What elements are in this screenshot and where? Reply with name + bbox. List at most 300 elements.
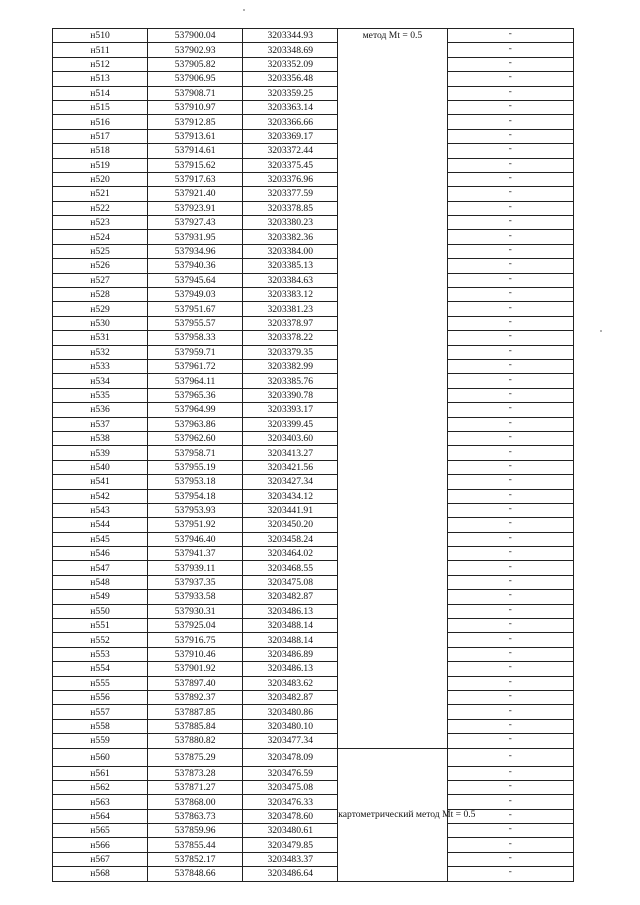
table-row	[53, 446, 574, 460]
point-name-cell: н518	[53, 144, 148, 158]
dash-mark: -	[508, 718, 512, 730]
x-coordinate-cell: 537892.37	[148, 690, 243, 704]
x-coordinate-cell: 537953.18	[148, 475, 243, 489]
point-name-cell: н556	[53, 690, 148, 704]
x-coordinate-cell: 537930.31	[148, 604, 243, 618]
x-coordinate-cell: 537897.40	[148, 676, 243, 690]
x-coordinate-cell: 537933.58	[148, 590, 243, 604]
table-row	[53, 604, 574, 618]
y-coordinate-cell: 3203385.76	[243, 374, 338, 388]
y-coordinate-cell: 3203488.14	[243, 633, 338, 647]
table-row	[53, 388, 574, 402]
table-row	[53, 748, 574, 766]
dash-mark: -	[508, 603, 512, 615]
y-coordinate-cell: 3203464.02	[243, 547, 338, 561]
point-name-cell: н511	[53, 43, 148, 57]
table-row	[53, 619, 574, 633]
point-name-cell: н563	[53, 795, 148, 809]
y-coordinate-cell: 3203382.99	[243, 359, 338, 373]
dash-mark: -	[508, 780, 512, 792]
point-name-cell: н544	[53, 518, 148, 532]
x-coordinate-cell: 537917.63	[148, 172, 243, 186]
x-coordinate-cell: 537940.36	[148, 259, 243, 273]
table-row	[53, 547, 574, 561]
table-row	[53, 187, 574, 201]
dash-mark: -	[508, 749, 512, 761]
y-coordinate-cell: 3203378.85	[243, 201, 338, 215]
dash-mark: -	[508, 359, 512, 371]
dash-mark: -	[508, 459, 512, 471]
x-coordinate-cell: 537955.57	[148, 316, 243, 330]
table-row	[53, 852, 574, 866]
table-row	[53, 72, 574, 86]
point-name-cell: н527	[53, 273, 148, 287]
dash-mark: -	[508, 474, 512, 486]
x-coordinate-cell: 537902.93	[148, 43, 243, 57]
x-coordinate-cell: 537873.28	[148, 766, 243, 780]
dash-mark: -	[508, 387, 512, 399]
x-coordinate-cell: 537906.95	[148, 72, 243, 86]
note-cell	[447, 748, 573, 766]
table-row	[53, 259, 574, 273]
table-row	[53, 662, 574, 676]
point-name-cell: н551	[53, 619, 148, 633]
y-coordinate-cell: 3203380.23	[243, 216, 338, 230]
table-row	[53, 503, 574, 517]
dash-mark: -	[508, 402, 512, 414]
dash-mark: -	[508, 765, 512, 777]
y-coordinate-cell: 3203375.45	[243, 158, 338, 172]
point-name-cell: н537	[53, 417, 148, 431]
point-name-cell: н522	[53, 201, 148, 215]
x-coordinate-cell: 537887.85	[148, 705, 243, 719]
method-cell-group-1	[338, 29, 447, 749]
point-name-cell: н533	[53, 359, 148, 373]
point-name-cell: н524	[53, 230, 148, 244]
y-coordinate-cell: 3203479.85	[243, 838, 338, 852]
y-coordinate-cell: 3203378.97	[243, 316, 338, 330]
table-row	[53, 331, 574, 345]
x-coordinate-cell: 537923.91	[148, 201, 243, 215]
dash-mark: -	[508, 675, 512, 687]
point-name-cell: н526	[53, 259, 148, 273]
x-coordinate-cell: 537953.93	[148, 503, 243, 517]
y-coordinate-cell: 3203458.24	[243, 532, 338, 546]
table-row	[53, 838, 574, 852]
point-name-cell: н562	[53, 780, 148, 794]
dash-mark: -	[508, 301, 512, 313]
x-coordinate-cell: 537963.86	[148, 417, 243, 431]
y-coordinate-cell: 3203482.87	[243, 690, 338, 704]
point-name-cell: н532	[53, 345, 148, 359]
dash-mark: -	[508, 823, 512, 835]
dash-mark: -	[508, 733, 512, 745]
table-row	[53, 690, 574, 704]
point-name-cell: н542	[53, 489, 148, 503]
dash-mark: -	[508, 837, 512, 849]
table-row	[53, 460, 574, 474]
x-coordinate-cell: 537885.84	[148, 719, 243, 733]
y-coordinate-cell: 3203475.08	[243, 780, 338, 794]
y-coordinate-cell: 3203475.08	[243, 575, 338, 589]
y-coordinate-cell: 3203376.96	[243, 172, 338, 186]
y-coordinate-cell: 3203384.00	[243, 244, 338, 258]
y-coordinate-cell: 3203359.25	[243, 86, 338, 100]
y-coordinate-cell: 3203399.45	[243, 417, 338, 431]
table-row	[53, 43, 574, 57]
dash-mark: -	[508, 632, 512, 644]
dash-mark: -	[508, 85, 512, 97]
point-name-cell: н516	[53, 115, 148, 129]
y-coordinate-cell: 3203348.69	[243, 43, 338, 57]
table-row	[53, 403, 574, 417]
point-name-cell: н514	[53, 86, 148, 100]
dash-mark: -	[508, 272, 512, 284]
y-coordinate-cell: 3203482.87	[243, 590, 338, 604]
point-name-cell: н541	[53, 475, 148, 489]
x-coordinate-cell: 537908.71	[148, 86, 243, 100]
table-row	[53, 172, 574, 186]
x-coordinate-cell: 537868.00	[148, 795, 243, 809]
dash-mark: -	[508, 546, 512, 558]
table-row	[53, 302, 574, 316]
point-name-cell: н565	[53, 824, 148, 838]
y-coordinate-cell: 3203363.14	[243, 100, 338, 114]
y-coordinate-cell: 3203344.93	[243, 29, 338, 43]
x-coordinate-cell: 537945.64	[148, 273, 243, 287]
point-name-cell: н548	[53, 575, 148, 589]
y-coordinate-cell: 3203468.55	[243, 561, 338, 575]
point-name-cell: н555	[53, 676, 148, 690]
y-coordinate-cell: 3203379.35	[243, 345, 338, 359]
dash-mark: -	[508, 186, 512, 198]
table-row	[53, 719, 574, 733]
dash-mark: -	[508, 560, 512, 572]
dash-mark: -	[508, 287, 512, 299]
dash-mark: -	[508, 431, 512, 443]
table-row	[53, 561, 574, 575]
y-coordinate-cell: 3203378.22	[243, 331, 338, 345]
dash-mark: -	[508, 373, 512, 385]
dash-mark: -	[508, 488, 512, 500]
point-name-cell: н534	[53, 374, 148, 388]
dash-mark: -	[508, 517, 512, 529]
y-coordinate-cell: 3203382.36	[243, 230, 338, 244]
y-coordinate-cell: 3203478.09	[243, 748, 338, 766]
table-row	[53, 273, 574, 287]
dash-mark: -	[508, 416, 512, 428]
point-name-cell: н538	[53, 431, 148, 445]
scan-speck	[243, 9, 245, 11]
y-coordinate-cell: 3203483.37	[243, 852, 338, 866]
y-coordinate-cell: 3203352.09	[243, 57, 338, 71]
dash-mark: -	[508, 200, 512, 212]
y-coordinate-cell: 3203403.60	[243, 431, 338, 445]
point-name-cell: н560	[53, 748, 148, 766]
y-coordinate-cell: 3203381.23	[243, 302, 338, 316]
table-row	[53, 244, 574, 258]
point-name-cell: н558	[53, 719, 148, 733]
y-coordinate-cell: 3203390.78	[243, 388, 338, 402]
dash-mark: -	[508, 704, 512, 716]
coordinates-table-body	[53, 29, 574, 882]
y-coordinate-cell: 3203421.56	[243, 460, 338, 474]
point-name-cell: н553	[53, 647, 148, 661]
point-name-cell: н529	[53, 302, 148, 316]
table-row	[53, 705, 574, 719]
point-name-cell: н540	[53, 460, 148, 474]
dash-mark: -	[508, 445, 512, 457]
dash-mark: -	[508, 229, 512, 241]
x-coordinate-cell: 537859.96	[148, 824, 243, 838]
point-name-cell: н535	[53, 388, 148, 402]
x-coordinate-cell: 537965.36	[148, 388, 243, 402]
point-name-cell: н517	[53, 129, 148, 143]
x-coordinate-cell: 537941.37	[148, 547, 243, 561]
point-name-cell: н523	[53, 216, 148, 230]
x-coordinate-cell: 537951.67	[148, 302, 243, 316]
x-coordinate-cell: 537954.18	[148, 489, 243, 503]
y-coordinate-cell: 3203441.91	[243, 503, 338, 517]
table-row	[53, 590, 574, 604]
x-coordinate-cell: 537910.97	[148, 100, 243, 114]
x-coordinate-cell: 537964.99	[148, 403, 243, 417]
dash-mark: -	[508, 100, 512, 112]
x-coordinate-cell: 537951.92	[148, 518, 243, 532]
table-row	[53, 230, 574, 244]
table-row	[53, 633, 574, 647]
y-coordinate-cell: 3203434.12	[243, 489, 338, 503]
dash-mark: -	[508, 503, 512, 515]
x-coordinate-cell: 537964.11	[148, 374, 243, 388]
dash-mark: -	[508, 852, 512, 864]
y-coordinate-cell: 3203488.14	[243, 619, 338, 633]
point-name-cell: н557	[53, 705, 148, 719]
x-coordinate-cell: 537946.40	[148, 532, 243, 546]
x-coordinate-cell: 537925.04	[148, 619, 243, 633]
x-coordinate-cell: 537961.72	[148, 359, 243, 373]
point-name-cell: н525	[53, 244, 148, 258]
point-name-cell: н513	[53, 72, 148, 86]
table-row	[53, 780, 574, 794]
dash-mark: -	[508, 808, 512, 820]
dash-mark: -	[508, 42, 512, 54]
point-name-cell: н530	[53, 316, 148, 330]
dash-mark: -	[508, 316, 512, 327]
table-row	[53, 129, 574, 143]
dash-mark: -	[508, 157, 512, 169]
method-label: метод Mt = 0.5	[362, 30, 423, 41]
dash-mark: -	[508, 128, 512, 140]
note-cell	[447, 734, 573, 748]
y-coordinate-cell: 3203427.34	[243, 475, 338, 489]
table-row	[53, 144, 574, 158]
y-coordinate-cell: 3203393.17	[243, 403, 338, 417]
point-name-cell: н552	[53, 633, 148, 647]
table-row	[53, 575, 574, 589]
table-row	[53, 359, 574, 373]
dash-mark: -	[508, 71, 512, 83]
table-row	[53, 475, 574, 489]
y-coordinate-cell: 3203369.17	[243, 129, 338, 143]
y-coordinate-cell: 3203486.13	[243, 662, 338, 676]
dash-mark: -	[508, 589, 512, 601]
y-coordinate-cell: 3203476.33	[243, 795, 338, 809]
point-name-cell: н561	[53, 766, 148, 780]
point-name-cell: н566	[53, 838, 148, 852]
table-row	[53, 86, 574, 100]
x-coordinate-cell: 537910.46	[148, 647, 243, 661]
x-coordinate-cell: 537901.92	[148, 662, 243, 676]
point-name-cell: н559	[53, 734, 148, 748]
table-row	[53, 316, 574, 330]
point-name-cell: н515	[53, 100, 148, 114]
x-coordinate-cell: 537912.85	[148, 115, 243, 129]
table-row	[53, 345, 574, 359]
x-coordinate-cell: 537959.71	[148, 345, 243, 359]
y-coordinate-cell: 3203450.20	[243, 518, 338, 532]
table-row	[53, 29, 574, 43]
dash-mark: -	[508, 661, 512, 673]
table-row	[53, 216, 574, 230]
y-coordinate-cell: 3203413.27	[243, 446, 338, 460]
y-coordinate-cell: 3203384.63	[243, 273, 338, 287]
dash-mark: -	[508, 244, 512, 256]
x-coordinate-cell: 537855.44	[148, 838, 243, 852]
y-coordinate-cell: 3203478.60	[243, 809, 338, 823]
dash-mark: -	[508, 690, 512, 702]
x-coordinate-cell: 537900.04	[148, 29, 243, 43]
x-coordinate-cell: 537915.62	[148, 158, 243, 172]
x-coordinate-cell: 537913.61	[148, 129, 243, 143]
point-name-cell: н564	[53, 809, 148, 823]
dash-mark: -	[508, 172, 512, 184]
dash-mark: -	[508, 330, 512, 342]
x-coordinate-cell: 537955.19	[148, 460, 243, 474]
table-row	[53, 824, 574, 838]
dash-mark: -	[508, 575, 512, 587]
x-coordinate-cell: 537958.33	[148, 331, 243, 345]
table-row	[53, 518, 574, 532]
dash-mark: -	[508, 114, 512, 126]
table-row	[53, 734, 574, 748]
point-name-cell: н550	[53, 604, 148, 618]
dash-mark: -	[508, 143, 512, 155]
y-coordinate-cell: 3203486.13	[243, 604, 338, 618]
y-coordinate-cell: 3203483.62	[243, 676, 338, 690]
x-coordinate-cell: 537931.95	[148, 230, 243, 244]
table-row	[53, 532, 574, 546]
point-name-cell: н528	[53, 288, 148, 302]
point-name-cell: н568	[53, 867, 148, 881]
table-row	[53, 867, 574, 881]
x-coordinate-cell: 537927.43	[148, 216, 243, 230]
y-coordinate-cell: 3203377.59	[243, 187, 338, 201]
point-name-cell: н520	[53, 172, 148, 186]
point-name-cell: н521	[53, 187, 148, 201]
y-coordinate-cell: 3203480.61	[243, 824, 338, 838]
x-coordinate-cell: 537848.66	[148, 867, 243, 881]
x-coordinate-cell: 537880.82	[148, 734, 243, 748]
x-coordinate-cell: 537962.60	[148, 431, 243, 445]
dash-mark: -	[508, 56, 512, 68]
scan-speck	[600, 330, 602, 332]
x-coordinate-cell: 537916.75	[148, 633, 243, 647]
table-row	[53, 57, 574, 71]
x-coordinate-cell: 537921.40	[148, 187, 243, 201]
point-name-cell: н567	[53, 852, 148, 866]
x-coordinate-cell: 537863.73	[148, 809, 243, 823]
table-row	[53, 431, 574, 445]
x-coordinate-cell: 537905.82	[148, 57, 243, 71]
table-row	[53, 795, 574, 809]
y-coordinate-cell: 3203480.86	[243, 705, 338, 719]
x-coordinate-cell: 537958.71	[148, 446, 243, 460]
x-coordinate-cell: 537875.29	[148, 748, 243, 766]
y-coordinate-cell: 3203476.59	[243, 766, 338, 780]
x-coordinate-cell: 537937.35	[148, 575, 243, 589]
point-name-cell: н510	[53, 29, 148, 43]
table-row	[53, 288, 574, 302]
x-coordinate-cell: 537934.96	[148, 244, 243, 258]
dash-mark: -	[508, 28, 512, 40]
x-coordinate-cell: 537914.61	[148, 144, 243, 158]
x-coordinate-cell: 537939.11	[148, 561, 243, 575]
x-coordinate-cell: 537871.27	[148, 780, 243, 794]
y-coordinate-cell: 3203383.12	[243, 288, 338, 302]
point-name-cell: н547	[53, 561, 148, 575]
y-coordinate-cell: 3203366.66	[243, 115, 338, 129]
table-row	[53, 158, 574, 172]
y-coordinate-cell: 3203486.64	[243, 867, 338, 881]
point-name-cell: н554	[53, 662, 148, 676]
y-coordinate-cell: 3203385.13	[243, 259, 338, 273]
coordinates-table	[52, 28, 574, 882]
dash-mark: -	[508, 646, 512, 658]
method-label: картометрический метод Mt = 0.5	[338, 809, 476, 821]
x-coordinate-cell: 537852.17	[148, 852, 243, 866]
table-row	[53, 809, 574, 823]
point-name-cell: н512	[53, 57, 148, 71]
point-name-cell: н543	[53, 503, 148, 517]
table-row	[53, 417, 574, 431]
point-name-cell: н531	[53, 331, 148, 345]
table-row	[53, 374, 574, 388]
table-row	[53, 201, 574, 215]
y-coordinate-cell: 3203486.89	[243, 647, 338, 661]
point-name-cell: н549	[53, 590, 148, 604]
y-coordinate-cell: 3203356.48	[243, 72, 338, 86]
point-name-cell: н546	[53, 547, 148, 561]
table-row	[53, 676, 574, 690]
method-cell-group-2	[338, 748, 476, 881]
point-name-cell: н539	[53, 446, 148, 460]
point-name-cell: н519	[53, 158, 148, 172]
dash-mark: -	[508, 215, 512, 227]
dash-mark: -	[508, 531, 512, 543]
y-coordinate-cell: 3203477.34	[243, 734, 338, 748]
dash-mark: -	[508, 866, 512, 878]
dash-mark: -	[508, 794, 512, 806]
dash-mark: -	[508, 258, 512, 270]
dash-mark: -	[508, 344, 512, 356]
table-row	[53, 100, 574, 114]
x-coordinate-cell: 537949.03	[148, 288, 243, 302]
y-coordinate-cell: 3203372.44	[243, 144, 338, 158]
dash-mark: -	[508, 618, 512, 630]
table-row	[53, 489, 574, 503]
table-row	[53, 115, 574, 129]
